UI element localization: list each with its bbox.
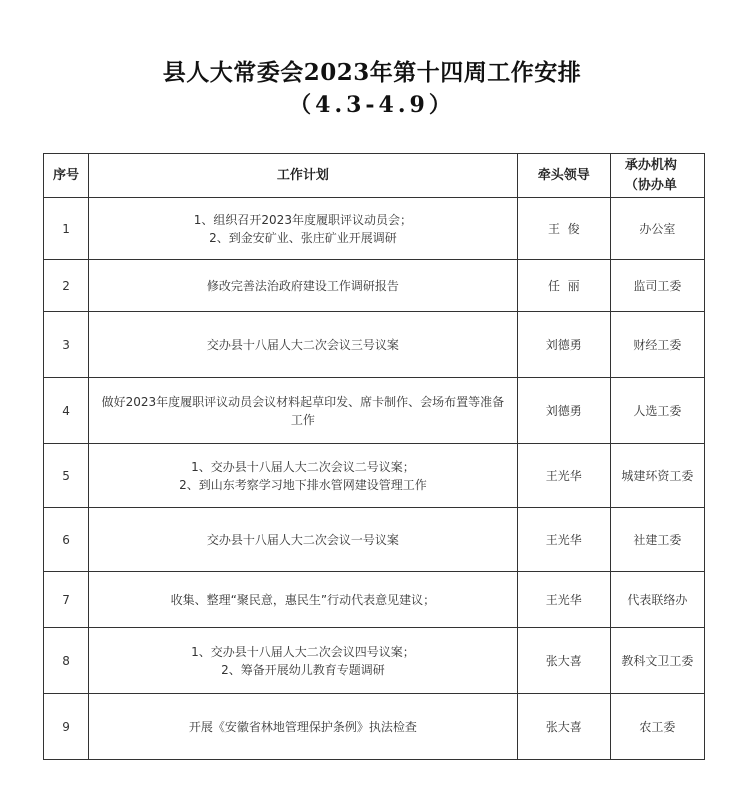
- row-org: 城建环资工委: [610, 444, 704, 508]
- row-org: 教科文卫工委: [610, 628, 704, 694]
- table-body: [44, 198, 705, 760]
- row-plan: [89, 508, 518, 572]
- row-plan: [89, 444, 518, 508]
- header-plan: 工作计划: [89, 154, 518, 198]
- header-org-line1: 承办机构: [624, 157, 677, 173]
- row-plan: [89, 572, 518, 628]
- plan-line: 1、组织召开2023年度履职评议动员会；: [193, 212, 412, 227]
- row-lead: 王光华: [517, 572, 610, 628]
- header-org: [610, 154, 704, 198]
- row-plan: [89, 694, 518, 760]
- table-row: [44, 572, 705, 628]
- row-number: 4: [44, 378, 89, 444]
- plan-line: 2、到金安矿业、张庄矿业开展调研: [209, 230, 397, 245]
- row-number: 3: [44, 312, 89, 378]
- row-lead: 任 丽: [517, 260, 610, 312]
- row-lead: 刘德勇: [517, 312, 610, 378]
- plan-line: 做好2023年度履职评议动员会议材料起草印发、席卡制作、会场布置等准备: [101, 394, 505, 409]
- row-lead: 张大喜: [517, 628, 610, 694]
- table-row: [44, 198, 705, 260]
- row-plan: [89, 198, 518, 260]
- row-lead: 张大喜: [517, 694, 610, 760]
- row-org: 农工委: [610, 694, 704, 760]
- row-lead: 王光华: [517, 444, 610, 508]
- header-lead: 牵头领导: [517, 154, 610, 198]
- row-plan: [89, 312, 518, 378]
- row-number: 9: [44, 694, 89, 760]
- header-org-line2: （协办单: [624, 177, 677, 193]
- plan-line: 2、到山东考察学习地下排水管网建设管理工作: [179, 477, 427, 492]
- page-subtitle: （4.3-4.9）: [289, 92, 455, 118]
- row-org: 社建工委: [610, 508, 704, 572]
- row-number: 5: [44, 444, 89, 508]
- table-row: [44, 260, 705, 312]
- table-row: [44, 694, 705, 760]
- row-plan: [89, 260, 518, 312]
- plan-line: 修改完善法治政府建设工作调研报告: [206, 278, 399, 293]
- row-org: 财经工委: [610, 312, 704, 378]
- plan-line: 1、交办县十八届人大二次会议二号议案；: [191, 459, 415, 474]
- table-row: [44, 378, 705, 444]
- row-plan: [89, 378, 518, 444]
- row-org: 监司工委: [610, 260, 704, 312]
- plan-line: 工作: [290, 412, 315, 427]
- table-row: [44, 312, 705, 378]
- row-number: 2: [44, 260, 89, 312]
- plan-line: 2、筹备开展幼儿教育专题调研: [221, 662, 385, 677]
- row-org: 代表联络办: [610, 572, 704, 628]
- row-number: 8: [44, 628, 89, 694]
- row-lead: 王光华: [517, 508, 610, 572]
- table-row: [44, 628, 705, 694]
- plan-line: 交办县十八届人大二次会议一号议案: [206, 532, 399, 547]
- schedule-table: [43, 153, 705, 760]
- row-org: 办公室: [610, 198, 704, 260]
- table-header-row: [44, 154, 705, 198]
- table-row: [44, 444, 705, 508]
- plan-line: 1、交办县十八届人大二次会议四号议案；: [191, 644, 415, 659]
- page-title: 县人大常委会2023年第十四周工作安排: [162, 59, 582, 86]
- row-number: 1: [44, 198, 89, 260]
- plan-line: 开展《安徽省林地管理保护条例》执法检查: [188, 719, 417, 734]
- row-org: 人选工委: [610, 378, 704, 444]
- plan-line: 交办县十八届人大二次会议三号议案: [206, 337, 399, 352]
- plan-line: 收集、整理“聚民意，惠民生”行动代表意见建议；: [170, 592, 436, 607]
- row-plan: [89, 628, 518, 694]
- row-lead: 刘德勇: [517, 378, 610, 444]
- row-number: 6: [44, 508, 89, 572]
- header-no: 序号: [44, 154, 89, 198]
- table-row: [44, 508, 705, 572]
- row-lead: 王 俊: [517, 198, 610, 260]
- row-number: 7: [44, 572, 89, 628]
